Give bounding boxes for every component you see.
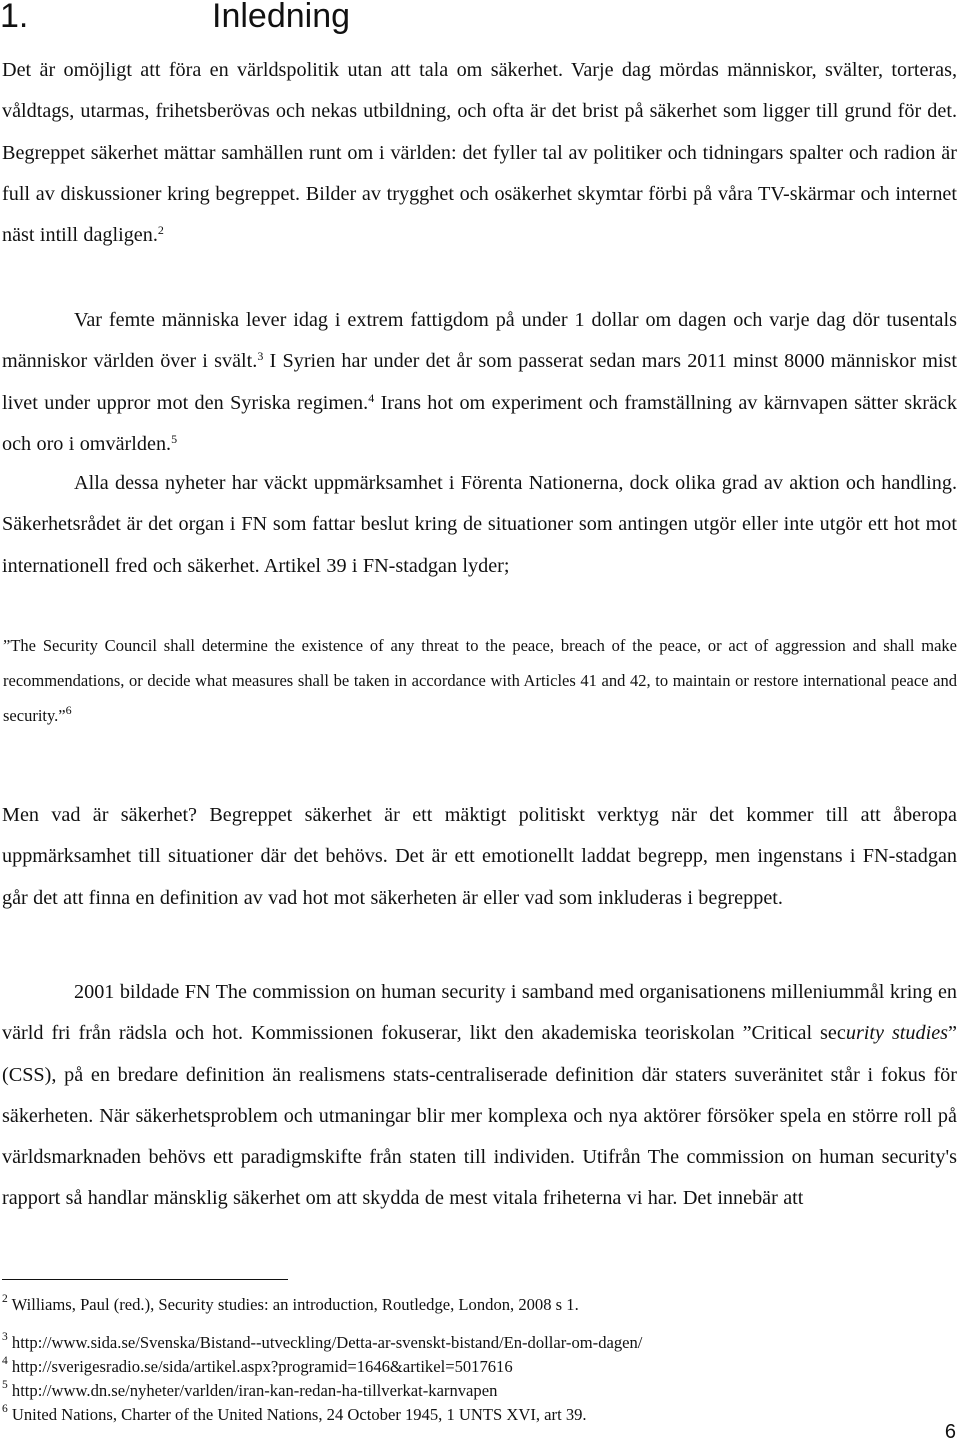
footnote-number: 2 [2,1293,8,1305]
footnote-divider [2,1279,288,1280]
paragraph-facts-text-3: Irans hot om experiment och framställning av kärnvapen sätter skräck och oro i omvärlden. [2,391,957,455]
paragraph-question [2,795,957,919]
footnote-number: 5 [2,1379,8,1391]
footnote-4 [2,1357,513,1377]
page-number: 6 [944,1421,956,1443]
paragraph-facts-text-1: Var femte människa lever idag i extrem fattigdom på under 1 dollar om dagen och varje dag dör tusentals människor världen över i svält. [2,309,957,373]
paragraph-un-text: Alla dessa nyheter har väckt uppmärksamhet i Förenta Nationerna, dock olika grad av aktion och handling. Säkerhetsrådet är det organ i FN som fattar beslut kring de situationer som antingen utgör eller inte utgör ett hot mot internationell fred och säkerhet. Artikel 39 i FN-stadgan lyder; [2,472,957,577]
footnote-ref-6: 6 [65,703,72,717]
footnote-text: Williams, Paul (red.), Security studies: an introduction, Routledge, London, 2008 s 1. [7,1295,579,1314]
paragraph-intro-text: Det är omöjligt att föra en världspolitik utan att tala om säkerhet. Varje dag mördas människor, svälter, torteras, våldtags, utarmas, frihetsberövas och nekas utbildning, och ofta är det brist på säkerhet som ligger till grund för det. Begreppet säkerhet mättar samhällen runt om i världen: det fyller tal av politiker och tidningars spalter och radion är full av diskussioner kring begreppet. Bilder av trygghet och osäkerhet skymtar förbi på våra TV-skärmar och internet näst intill dagligen. [2,59,957,247]
footnote-5 [2,1381,497,1401]
footnote-ref-5: 5 [171,431,178,446]
footnote-text: United Nations, Charter of the United Nations, 24 October 1945, 1 UNTS XVI, art 39. [7,1405,587,1424]
paragraph-question-text: Men vad är säkerhet? Begreppet säkerhet är ett mäktigt politiskt verktyg när det kommer till att åberopa uppmärksamhet till situationer där det behövs. Det är ett emotionellt laddat begrepp, men ingenstans i FN-stadgan går det att finna en definition av vad hot mot säkerheten är eller vad som inkluderas i begreppet. [2,804,957,909]
footnote-ref-4: 4 [368,390,375,405]
footnote-number: 6 [2,1403,8,1415]
paragraph-commission-italic: urity studies [845,1022,949,1045]
charter-quote [3,628,957,733]
footnote-number: 3 [2,1331,8,1343]
paragraph-commission-text-1: 2001 bildade FN The commission on human security i samband med organisationens milleniummål kring en värld fri från rädsla och hot. Kommissionen fokuserar, likt den akademiska teoriskolan ”Critical sec [2,981,957,1045]
charter-quote-text: ”The Security Council shall determine the existence of any threat to the peace, breach of the peace, or act of aggression and shall make recommendations, or decide what measures shall be taken in accordance with Articles 41 and 42, to maintain or restore international peace and security.” [3,636,957,725]
section-number: 1. [0,0,29,35]
paragraph-facts-text-2: I Syrien har under det år som passerat sedan mars 2011 minst 8000 människor mist livet under uppror mot den Syriska regimen. [2,350,957,414]
footnote-text: http://www.sida.se/Svenska/Bistand--utveckling/Detta-ar-svenskt-bistand/En-dollar-om-dagen/ [7,1333,643,1352]
section-heading [0,0,350,38]
paragraph-intro [2,50,957,256]
footnote-3 [2,1333,642,1353]
paragraph-facts [2,300,957,465]
paragraph-commission-text-2: ” (CSS), på en bredare definition än realismens stats-centraliserade definition där staters suveränitet står i fokus för säkerheten. När säkerhetsproblem och utmaningar blir mer komplexa och nya aktörer försöker spela en större roll på världsmarknaden behövs ett paradigmskifte från staten till individen. Utifrån The commission on human security's rapport så handlar mänsklig säkerhet om att skydda de mest vitala friheterna vi har. Det innebär att [2,1022,957,1210]
paragraph-un [2,463,957,587]
footnote-6 [2,1405,587,1425]
footnote-ref-3: 3 [257,349,264,364]
footnote-ref-2: 2 [157,223,164,238]
footnote-2 [2,1295,579,1315]
footnote-number: 4 [2,1355,8,1367]
section-title: Inledning [212,0,351,35]
paragraph-commission [2,972,957,1220]
footnote-text: http://www.dn.se/nyheter/varlden/iran-kan-redan-ha-tillverkat-karnvapen [7,1381,498,1400]
footnote-text: http://sverigesradio.se/sida/artikel.aspx?programid=1646&artikel=5017616 [7,1357,513,1376]
